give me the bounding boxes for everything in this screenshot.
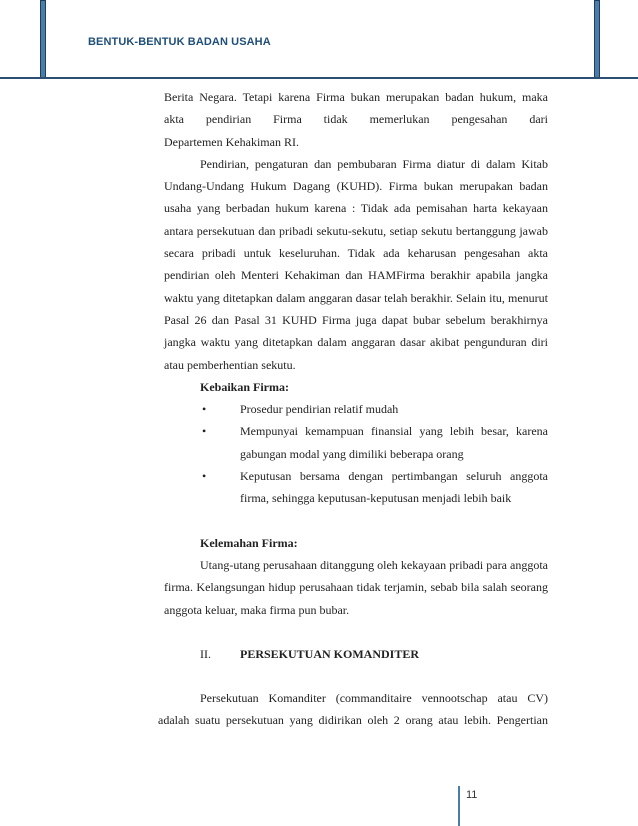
bullet-icon: • — [202, 402, 207, 417]
bullet-icon: • — [202, 424, 207, 439]
paragraph-kelemahan: Utang-utang perusahaan ditanggung oleh kekayaan pribadi para anggota firma. Kelangsungan hidup perusahaan tidak terjamin, sebab bila salah seorang anggota keluar, maka firma pun bubar. — [164, 557, 548, 617]
list-item — [164, 465, 548, 510]
paragraph-pendirian: Pendirian, pengaturan dan pembubaran Firma diatur di dalam Kitab Undang-Undang Hukum Dagang (KUHD). Firma bukan merupakan badan usaha yang berbadan hukum karena : Tidak ada pemisahan harta kekayaan antara persekutuan dan pribadi sekutu-sekutu, setiap sekutu bertanggung jawab secara pribadi untuk keseluruhan. Tidak ada keharusan pengesahan akta pendirian oleh Menteri Kehakiman dan HAMFirma berakhir apabila jangka waktu yang ditetapkan dalam anggaran dasar telah berakhir. Selain itu, menurut Pasal 26 dan Pasal 31 KUHD Firma juga dapat bubar sebelum berakhirnya jangka waktu yang ditetapkan dalam anggaran dasar akibat pengunduran diri atau pemberhentian sekutu. — [164, 156, 548, 372]
section-heading — [164, 643, 548, 665]
kelemahan-heading: Kelemahan Firma: — [200, 535, 298, 550]
header-rule — [0, 77, 638, 79]
spacer — [164, 510, 548, 532]
list-item-text: Mempunyai kemampuan finansial yang lebih besar, karena gabungan modal yang dimiliki beberapa orang — [240, 424, 548, 461]
list-item — [164, 398, 548, 420]
list-item — [164, 420, 548, 465]
paragraph-line: Persekutuan Komanditer (commanditaire vennootschap atau CV) — [200, 691, 548, 706]
page-content — [158, 86, 548, 732]
paragraph-line: Berita Negara. Tetapi karena Firma bukan merupakan badan hukum, maka — [164, 90, 548, 104]
footer-rule — [458, 786, 460, 826]
bullet-icon: • — [202, 469, 207, 484]
paragraph-line: adalah suatu persekutuan yang didirikan oleh 2 orang atau lebih. Pengertian — [158, 713, 548, 728]
spacer — [164, 665, 548, 687]
kebaikan-list — [164, 398, 548, 509]
section-title: PERSEKUTUAN KOMANDITER — [240, 646, 420, 661]
header-bar-left — [40, 0, 46, 78]
paragraph-line: akta pendirian Firma tidak memerlukan pengesahan dari — [164, 112, 548, 127]
section-number: II. — [200, 646, 211, 661]
list-item-text: Prosedur pendirian relatif mudah — [240, 402, 399, 417]
paragraph-cv — [158, 709, 548, 731]
kebaikan-heading: Kebaikan Firma: — [200, 379, 289, 394]
page-number: 11 — [466, 789, 478, 801]
header-bar-right — [594, 0, 600, 78]
spacer — [164, 621, 548, 643]
header-title: BENTUK-BENTUK BADAN USAHA — [88, 36, 271, 48]
paragraph-line: Departemen Kehakiman RI. — [164, 134, 299, 149]
list-item-text: Keputusan bersama dengan pertimbangan seluruh anggota firma, sehingga keputusan-keputusan menjadi lebih baik — [240, 469, 548, 506]
